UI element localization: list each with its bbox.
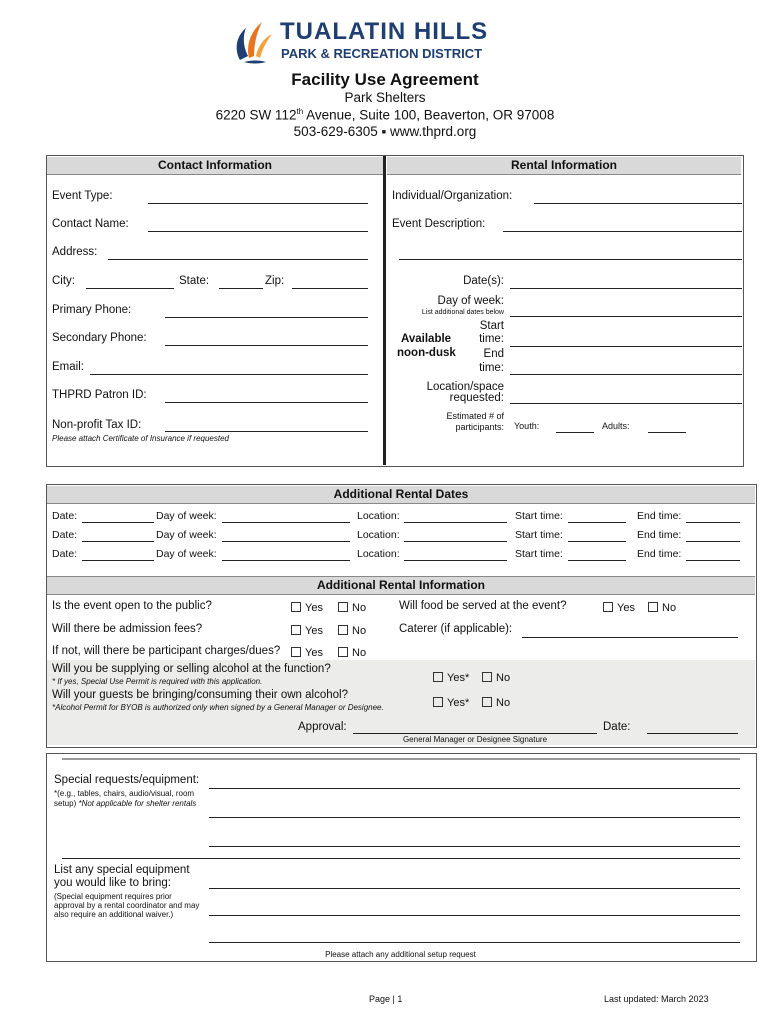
yes-label: Yes — [617, 602, 635, 614]
logo-line-2: PARK & RECREATION DISTRICT — [281, 46, 483, 61]
special-requests-input-3[interactable] — [209, 846, 740, 847]
event-type-input[interactable] — [148, 203, 368, 204]
address-label: Address: — [52, 246, 98, 258]
checkbox-icon — [291, 625, 301, 635]
equipment-note-1: (Special equipment requires prior — [54, 892, 172, 901]
no-label: No — [352, 602, 367, 614]
checkbox-icon — [338, 625, 348, 635]
q-byob: Will your guests be bringing/consuming their own alcohol? — [52, 689, 348, 701]
approval-date-label: Date: — [603, 721, 631, 733]
patron-id-input[interactable] — [165, 402, 368, 403]
checkbox-icon — [482, 697, 492, 707]
primary-phone-label: Primary Phone: — [52, 304, 132, 316]
list-additional-note: List additional dates below — [421, 309, 504, 316]
yes-label: Yes* — [447, 697, 470, 709]
location-label: Location: — [357, 529, 400, 541]
location-input[interactable] — [404, 522, 507, 523]
page-subtitle: Park Shelters — [344, 90, 426, 105]
equipment-label-2: you would like to bring: — [54, 877, 171, 889]
admission-no[interactable] — [338, 625, 366, 637]
yes-label: Yes* — [447, 672, 470, 684]
youth-input[interactable] — [556, 432, 594, 433]
end-label-2: time: — [479, 362, 504, 374]
q-alcohol: Will you be supplying or selling alcohol at the function? — [52, 663, 331, 675]
address-sup: th — [296, 107, 304, 116]
byob-yes[interactable] — [433, 697, 469, 709]
end-time-input[interactable] — [686, 541, 740, 542]
start-time-input[interactable] — [568, 541, 626, 542]
location-input[interactable] — [510, 403, 742, 404]
special-requests-label: Special requests/equipment: — [54, 774, 200, 786]
participant-no[interactable] — [338, 647, 366, 659]
start-label-2: time: — [479, 333, 504, 345]
additional-info-header: Additional Rental Information — [47, 576, 755, 595]
location-label-2: requested: — [449, 392, 504, 404]
event-description-input[interactable] — [503, 231, 742, 232]
office-contact: 503-629-6305 ▪ www.thprd.org — [293, 124, 477, 139]
equipment-note-3: also require an additional waiver.) — [54, 910, 174, 919]
available-label-2: noon-dusk — [397, 347, 456, 359]
note-2a: setup) — [54, 799, 79, 808]
start-time-input[interactable] — [510, 346, 742, 347]
participants-label-2: participants: — [455, 422, 504, 432]
insurance-note: Please attach Certificate of Insurance if requested — [52, 434, 229, 443]
contact-header: Contact Information — [47, 157, 383, 175]
address-input[interactable] — [108, 259, 368, 260]
date-input[interactable] — [82, 560, 154, 561]
participant-yes[interactable] — [291, 647, 323, 659]
alcohol-no[interactable] — [482, 672, 510, 684]
rental-header: Rental Information — [387, 157, 741, 175]
secondary-phone-label: Secondary Phone: — [52, 332, 147, 344]
zip-input[interactable] — [292, 288, 368, 289]
location-input[interactable] — [404, 541, 507, 542]
contact-name-label: Contact Name: — [52, 218, 129, 230]
equipment-input-1[interactable] — [209, 888, 740, 889]
dates-label: Date(s): — [463, 275, 504, 287]
zip-label: Zip: — [265, 275, 285, 287]
date-label: Date: — [52, 548, 78, 560]
yes-label: Yes — [305, 647, 323, 659]
city-input[interactable] — [86, 288, 174, 289]
signature-caption: General Manager or Designee Signature — [402, 735, 548, 744]
checkbox-icon — [433, 672, 443, 682]
checkbox-icon — [603, 602, 613, 612]
yes-label: Yes — [305, 602, 323, 614]
admission-yes[interactable] — [291, 625, 323, 637]
special-requests-note-1: *(e.g., tables, chairs, audio/visual, room — [54, 789, 195, 798]
equipment-input-3[interactable] — [209, 942, 740, 943]
setup-note: Please attach any additional setup request — [325, 950, 476, 959]
tax-id-label: Non-profit Tax ID: — [52, 419, 142, 431]
location-label: Location: — [357, 510, 400, 522]
location-label: Location: — [357, 548, 400, 560]
additional-dates-header: Additional Rental Dates — [47, 486, 755, 504]
day-of-week-label: Day of week: — [437, 295, 504, 307]
byob-note: *Alcohol Permit for BYOB is authorized only when signed by a General Manager or Designee. — [52, 703, 384, 712]
equipment-label-1: List any special equipment — [54, 864, 190, 876]
public-yes[interactable] — [291, 602, 323, 614]
secondary-phone-input[interactable] — [165, 345, 368, 346]
date-label: Date: — [52, 510, 78, 522]
q-public: Is the event open to the public? — [52, 600, 212, 612]
q-admission: Will there be admission fees? — [52, 623, 203, 635]
byob-no[interactable] — [482, 697, 510, 709]
additional-date-row — [47, 508, 755, 527]
checkbox-icon — [433, 697, 443, 707]
food-no[interactable] — [648, 602, 676, 614]
end-time-input[interactable] — [510, 374, 742, 375]
start-time-label: Start time: — [515, 529, 563, 541]
day-of-week-label: Day of week: — [156, 510, 217, 522]
no-label: No — [352, 647, 367, 659]
special-requests-input-2[interactable] — [209, 817, 740, 818]
start-time-label: Start time: — [515, 548, 563, 560]
logo-line-1: TUALATIN HILLS — [280, 18, 489, 45]
special-top-line — [62, 758, 740, 760]
checkbox-icon — [482, 672, 492, 682]
end-time-label: End time: — [637, 529, 682, 541]
event-description-label: Event Description: — [392, 218, 486, 230]
no-label: No — [662, 602, 677, 614]
location-label-1: Location/space — [426, 381, 504, 393]
approval-signature-input[interactable] — [353, 733, 597, 734]
date-label: Date: — [52, 529, 78, 541]
tax-id-input[interactable] — [165, 431, 368, 432]
yes-label: Yes — [305, 625, 323, 637]
equipment-input-2[interactable] — [209, 915, 740, 916]
additional-date-row — [47, 546, 755, 565]
email-input[interactable] — [90, 374, 368, 375]
note-2b: *Not applicable for shelter rentals — [78, 799, 197, 808]
flame-logo-icon — [232, 16, 274, 66]
end-time-input[interactable] — [686, 560, 740, 561]
approval-date-input[interactable] — [647, 733, 738, 734]
organization-input[interactable] — [534, 203, 742, 204]
food-yes[interactable] — [603, 602, 635, 614]
no-label: No — [496, 697, 511, 709]
public-no[interactable] — [338, 602, 366, 614]
address-suffix: Avenue, Suite 100, Beaverton, OR 97008 — [303, 107, 555, 123]
start-time-input[interactable] — [568, 560, 626, 561]
patron-id-label: THPRD Patron ID: — [52, 389, 147, 401]
end-label-1: End — [483, 348, 504, 360]
date-input[interactable] — [82, 522, 154, 523]
checkbox-icon — [338, 647, 348, 657]
alcohol-note: * If yes, Special Use Permit is required with this application. — [52, 677, 263, 686]
event-type-label: Event Type: — [52, 190, 113, 202]
checkbox-icon — [291, 602, 301, 612]
participants-label-1: Estimated # of — [446, 411, 504, 421]
date-input[interactable] — [82, 541, 154, 542]
column-divider — [383, 156, 386, 465]
equipment-note-2: approval by a rental coordinator and may — [54, 901, 200, 910]
q-caterer: Caterer (if applicable): — [399, 623, 513, 635]
address-prefix: 6220 SW 112 — [215, 107, 297, 123]
no-label: No — [352, 625, 367, 637]
start-time-input[interactable] — [568, 522, 626, 523]
checkbox-icon — [648, 602, 658, 612]
office-address — [0, 107, 770, 123]
day-of-week-input[interactable] — [222, 560, 350, 561]
day-of-week-label: Day of week: — [156, 529, 217, 541]
page-number: Page | 1 — [369, 994, 403, 1004]
contact-name-input[interactable] — [148, 231, 368, 232]
checkbox-icon — [338, 602, 348, 612]
no-label: No — [496, 672, 511, 684]
available-label-1: Available — [401, 333, 452, 345]
q-food: Will food be served at the event? — [399, 600, 567, 612]
city-label: City: — [52, 275, 75, 287]
email-label: Email: — [52, 361, 84, 373]
organization-label: Individual/Organization: — [392, 190, 513, 202]
special-requests-input-1[interactable] — [209, 788, 740, 789]
state-input[interactable] — [219, 288, 263, 289]
last-updated: Last updated: March 2023 — [604, 994, 709, 1004]
checkbox-icon — [291, 647, 301, 657]
adults-label: Adults: — [602, 421, 630, 431]
event-description-input-2[interactable] — [399, 259, 742, 260]
start-time-label: Start time: — [515, 510, 563, 522]
state-label: State: — [179, 275, 210, 287]
youth-label: Youth: — [514, 421, 540, 431]
alcohol-yes[interactable] — [433, 672, 469, 684]
caterer-input[interactable] — [522, 637, 738, 638]
start-label-1: Start — [479, 320, 504, 332]
adults-input[interactable] — [648, 432, 686, 433]
special-requests-note-2 — [54, 799, 196, 808]
approval-label: Approval: — [298, 721, 347, 733]
day-of-week-input[interactable] — [222, 541, 350, 542]
special-divider — [62, 858, 740, 859]
primary-phone-input[interactable] — [165, 317, 368, 318]
additional-date-row — [47, 527, 755, 546]
end-time-input[interactable] — [686, 522, 740, 523]
page-title: Facility Use Agreement — [291, 70, 479, 89]
day-of-week-input[interactable] — [510, 316, 742, 317]
end-time-label: End time: — [637, 548, 682, 560]
day-of-week-label: Day of week: — [156, 548, 217, 560]
day-of-week-input[interactable] — [222, 522, 350, 523]
end-time-label: End time: — [637, 510, 682, 522]
logo — [232, 16, 522, 66]
location-input[interactable] — [404, 560, 507, 561]
q-participant: If not, will there be participant charges/dues? — [52, 645, 281, 657]
dates-input[interactable] — [510, 288, 742, 289]
